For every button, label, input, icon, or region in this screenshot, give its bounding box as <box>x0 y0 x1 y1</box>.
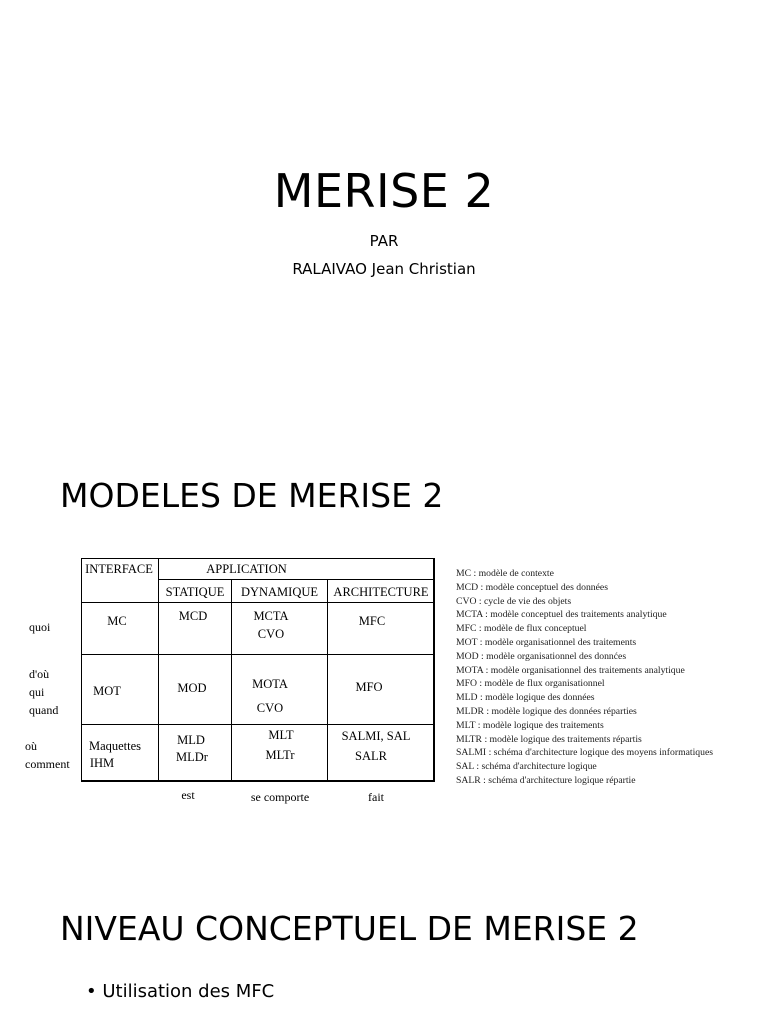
cell-interface-conceptuel: MC <box>107 614 127 628</box>
cell-architecture-conceptuel: MFC <box>358 614 386 628</box>
side-label-quoi: quoi <box>29 620 51 634</box>
legend-item: CVO : cycle de vie des objets <box>456 595 572 607</box>
slide-author: RALAIVAO Jean Christian <box>292 260 476 278</box>
cell-dynamique-logique-2: MLTr <box>265 748 295 762</box>
models-legend <box>456 567 761 788</box>
legend-item: SALR : schéma d'architecture logique répartie <box>456 774 636 786</box>
cell-architecture-logique-1: SALMI, SAL <box>341 729 411 743</box>
side-label-comment: comment <box>25 757 70 771</box>
header-interface: INTERFACE <box>85 562 153 576</box>
header-application: APPLICATION <box>206 562 287 576</box>
legend-item: MOD : modèle organisationnel des donnćes <box>456 650 627 662</box>
footer-est: est <box>181 788 195 802</box>
legend-item: MLDR : modèle logique des données réparties <box>456 705 637 717</box>
slide-title: MERISE 2 <box>273 164 495 218</box>
cell-statique-logique-1: MLD <box>177 733 205 747</box>
side-label-dou: d'où <box>29 667 50 681</box>
cell-interface-logique-2: IHM <box>89 756 115 770</box>
cell-dynamique-conceptuel-2: CVO <box>257 627 285 641</box>
section-heading-niveau-conceptuel: NIVEAU CONCEPTUEL DE MERISE 2 <box>60 909 639 948</box>
cell-dynamique-organisationnel-1: MOTA <box>252 677 288 691</box>
legend-item: MFC : modèle de flux conceptuel <box>456 623 587 635</box>
models-table <box>81 558 435 782</box>
footer-fait: fait <box>368 790 384 804</box>
side-label-qui: qui <box>29 685 45 699</box>
legend-item: MLTR : modèle logique des traitements répartis <box>456 733 642 745</box>
header-dynamique: DYNAMIQUE <box>240 585 319 599</box>
section-heading-modeles: MODELES DE MERISE 2 <box>60 476 444 515</box>
legend-item: MFO : modèle de flux organisationnel <box>456 678 605 690</box>
footer-se-comporte: se comporte <box>250 790 310 804</box>
cell-dynamique-logique-1: MLT <box>268 728 294 742</box>
legend-item: MC : modèle de contexte <box>456 568 554 579</box>
side-label-ou: où <box>25 739 37 753</box>
header-architecture: ARCHITECTURE <box>333 585 429 599</box>
legend-item: SALMI : schéma d'architecture logique des moyens informatiques <box>456 747 714 759</box>
cell-dynamique-conceptuel-1: MCTA <box>253 609 289 623</box>
cell-interface-logique-1: Maquettes <box>88 739 142 753</box>
cell-architecture-organisationnel: MFO <box>355 680 383 694</box>
bullet-item: • Utilisation des MFC <box>86 981 275 1002</box>
legend-item: MLT : modèle logique des traitements <box>456 719 604 731</box>
legend-item: MOTA : modèle organisationnel des traitements analytique <box>456 664 685 676</box>
legend-item: SAL : schéma d'architecture logique <box>456 761 597 773</box>
cell-architecture-logique-2: SALR <box>355 749 387 763</box>
legend-item: MLD : modèle logique des données <box>456 692 595 704</box>
merise-models-diagram <box>0 550 450 810</box>
cell-statique-conceptuel: MCD <box>178 609 208 623</box>
legend-item: MCD : modèle conceptuel des données <box>456 581 609 593</box>
header-statique: STATIQUE <box>165 585 225 599</box>
slide-byline: PAR <box>369 232 399 250</box>
cell-statique-logique-2: MLDr <box>176 750 208 764</box>
cell-dynamique-organisationnel-2: CVO <box>256 701 284 715</box>
cell-statique-organisationnel: MOD <box>177 681 207 695</box>
cell-interface-organisationnel: MOT <box>93 684 121 698</box>
legend-item: MCTA : modèle conceptuel des traitements analytique <box>456 609 667 621</box>
side-label-quand: quand <box>29 703 59 717</box>
legend-item: MOT : modèle organisationnel des traitements <box>456 636 637 648</box>
